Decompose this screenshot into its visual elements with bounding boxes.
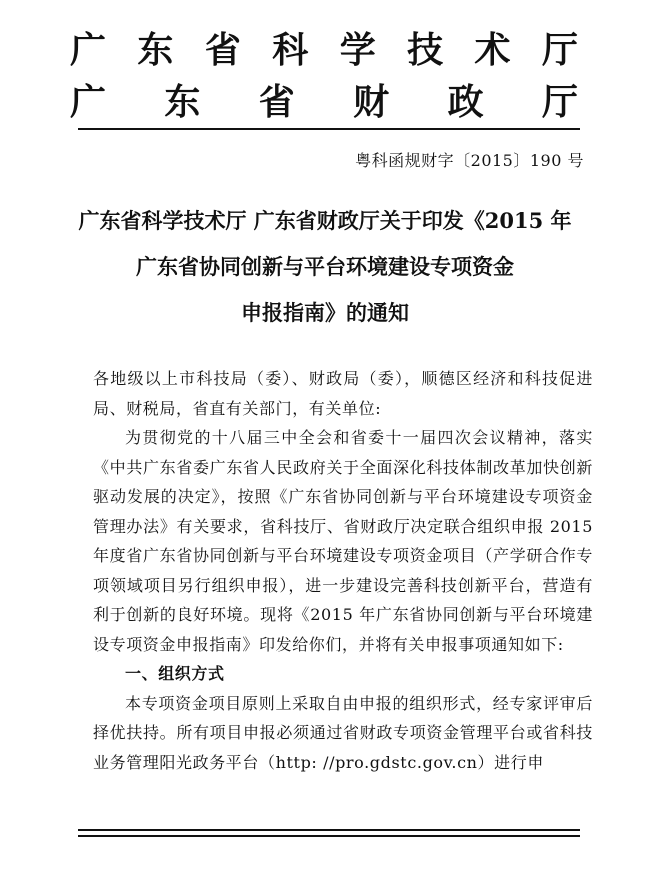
body-paragraph: 为贯彻党的十八届三中全会和省委十一届四次会议精神，落实《中共广东省委广东省人民政府关于全面深化科技体制改革加快创新驱动发展的决定》，按照《广东省协同创新与平台环境建设专项资金管理办法》有关要求，省科技厅、省财政厅决定联合组织申报 2015 年度省广东省协同创新与平台环境建设专项资金项目（产学研合作专项领域项目另行组织申报），进一步建设完善科技创新平台，营造有利于创新的良好环境。现将《2015 年广东省协同创新与平台环境建设专项资金申报指南》印发给你们，并将有关申报事项通知如下: bbox=[93, 428, 593, 654]
header-char: 技 bbox=[407, 29, 444, 71]
header-divider bbox=[78, 128, 580, 130]
header-char: 厅 bbox=[541, 81, 578, 123]
body-paragraph: 本专项资金项目原则上采取自由申报的组织形式，经专家评审后择优扶持。所有项目申报必须通过省财政专项资金管理平台或省科技业务管理阳光政务平台（http: //pro.gdstc.gov.cn）进行申 bbox=[93, 693, 593, 772]
document-body bbox=[93, 364, 593, 777]
header-char: 政 bbox=[447, 81, 484, 123]
title-line: 广东省协同创新与平台环境建设专项资金 bbox=[136, 254, 514, 279]
document-number: 粤科函规财字〔2015〕190 号 bbox=[355, 151, 584, 170]
title-line: 广东省科学技术厅 广东省财政厅关于印发《2015 年 bbox=[78, 208, 572, 233]
header-char: 广 bbox=[70, 81, 107, 123]
header-char: 财 bbox=[353, 81, 390, 123]
section-heading: 一、组织方式 bbox=[125, 664, 225, 683]
header-char: 省 bbox=[258, 81, 295, 123]
header-char: 省 bbox=[204, 29, 241, 71]
document-title bbox=[60, 198, 590, 336]
header-char: 广 bbox=[70, 29, 107, 71]
issuer-header-finance bbox=[70, 80, 578, 124]
header-char: 学 bbox=[339, 29, 376, 71]
header-char: 科 bbox=[272, 29, 309, 71]
header-char: 东 bbox=[137, 29, 174, 71]
title-line: 申报指南》的通知 bbox=[241, 300, 409, 325]
header-char: 厅 bbox=[541, 29, 578, 71]
header-char: 东 bbox=[164, 81, 201, 123]
issuer-header-science bbox=[70, 28, 578, 72]
salutation: 各地级以上市科技局（委）、财政局（委），顺德区经济和科技促进局、财税局，省直有关部门，有关单位: bbox=[93, 369, 593, 418]
footer-divider-thick bbox=[78, 829, 580, 831]
header-char: 术 bbox=[474, 29, 511, 71]
footer-divider-thin bbox=[78, 835, 580, 837]
